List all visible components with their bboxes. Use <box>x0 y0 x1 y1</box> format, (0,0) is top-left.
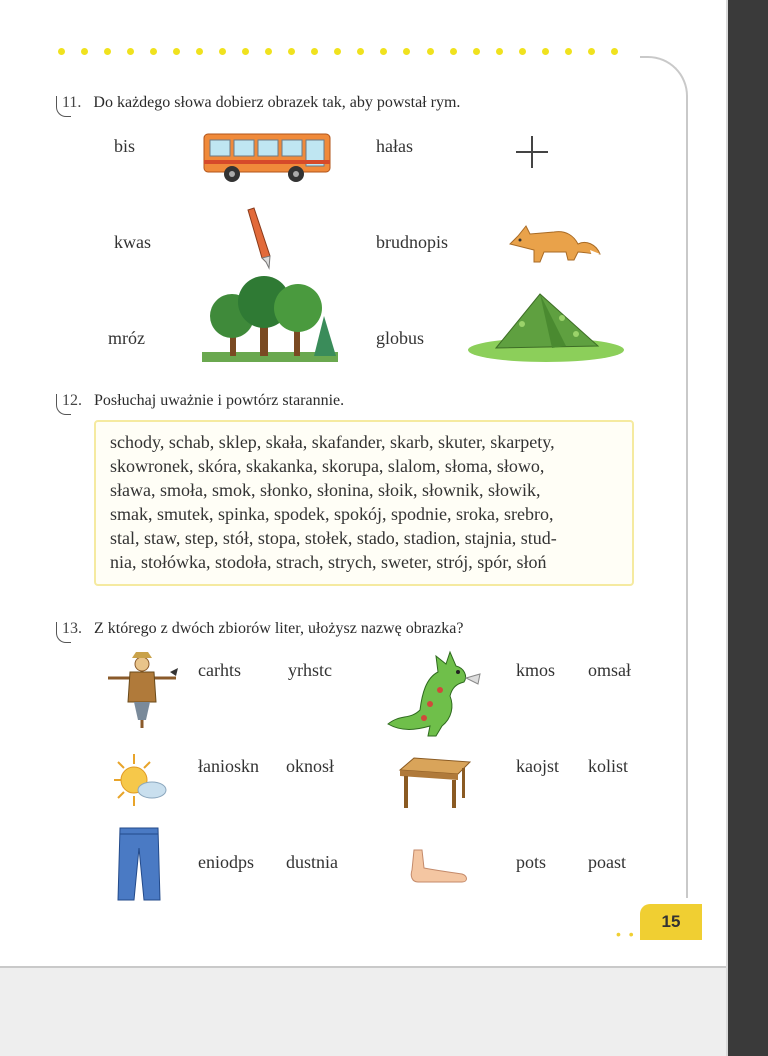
scan-bottom-band <box>0 966 768 1056</box>
task-number: 12. <box>62 392 82 409</box>
page-number-dots: • • <box>616 926 636 942</box>
letters-option: poast <box>588 852 626 872</box>
word-mroz: mróz <box>108 328 145 348</box>
sun-icon <box>106 752 170 810</box>
word-list-line: nia, stołówka, stodoła, strach, strych, sweter, strój, spór, słoń <box>110 552 547 572</box>
word-bis: bis <box>114 136 136 156</box>
bus-icon <box>200 132 336 184</box>
pen-icon <box>240 206 280 270</box>
task-number: 11. <box>62 94 82 111</box>
foot-icon <box>408 848 470 886</box>
task-11-header <box>62 94 460 112</box>
task-number: 13. <box>62 620 82 637</box>
letters-option: carhts <box>198 660 241 680</box>
tent-icon <box>466 284 628 364</box>
word-globus: globus <box>376 328 425 348</box>
word-list-box <box>94 420 634 586</box>
letters-option: yrhstc <box>288 660 332 680</box>
task-12-header <box>62 392 344 410</box>
bracket-icon <box>56 622 71 643</box>
letters-option: dustnia <box>286 852 338 872</box>
table-icon <box>398 756 472 810</box>
page-number: 15 <box>640 904 702 940</box>
forest-icon <box>202 272 338 364</box>
word-list-line: schody, schab, sklep, skała, skafander, skarb, skuter, skarpety, <box>110 432 555 452</box>
letters-option: kaojst <box>516 756 559 776</box>
dragon-icon <box>380 644 484 740</box>
plus-icon <box>512 132 552 172</box>
bracket-icon <box>56 96 71 117</box>
letters-option: kolist <box>588 756 629 776</box>
word-list-line: smak, smutek, spinka, spodek, spokój, spodnie, sroka, srebro, <box>110 504 554 524</box>
page-corner-border <box>640 56 688 898</box>
word-halas: hałas <box>376 136 413 156</box>
jeans-icon <box>116 826 162 902</box>
task-instruction: Do każdego słowa dobierz obrazek tak, aby powstał rym. <box>93 94 461 111</box>
word-list-line: stal, staw, step, stół, stopa, stołek, stado, stadion, stajnia, stud- <box>110 528 557 548</box>
task-instruction: Posłuchaj uważnie i powtórz starannie. <box>94 392 345 409</box>
letters-option: kmos <box>516 660 556 680</box>
task-13-header <box>62 620 463 638</box>
letters-option: pots <box>516 852 547 872</box>
task-instruction: Z którego z dwóch zbiorów liter, ułożysz nazwę obrazka? <box>94 620 464 637</box>
word-list-line: sława, smoła, smok, słonko, słonina, słoik, słownik, słowik, <box>110 480 541 500</box>
letters-option: łanioskn <box>198 756 259 776</box>
scan-edge-dark <box>728 0 768 1056</box>
letters-option: omsał <box>588 660 631 680</box>
letters-option: oknosł <box>286 756 335 776</box>
word-list-line: skowronek, skóra, skakanka, skorupa, slalom, słoma, słowo, <box>110 456 545 476</box>
word-brudnopis: brudnopis <box>376 232 448 252</box>
scarecrow-icon <box>104 650 180 730</box>
fox-icon <box>504 218 602 266</box>
letters-option: eniodps <box>198 852 254 872</box>
decorative-dots-row <box>58 48 618 58</box>
word-kwas: kwas <box>114 232 151 252</box>
bracket-icon <box>56 394 71 415</box>
page-bottom-edge <box>0 966 728 968</box>
